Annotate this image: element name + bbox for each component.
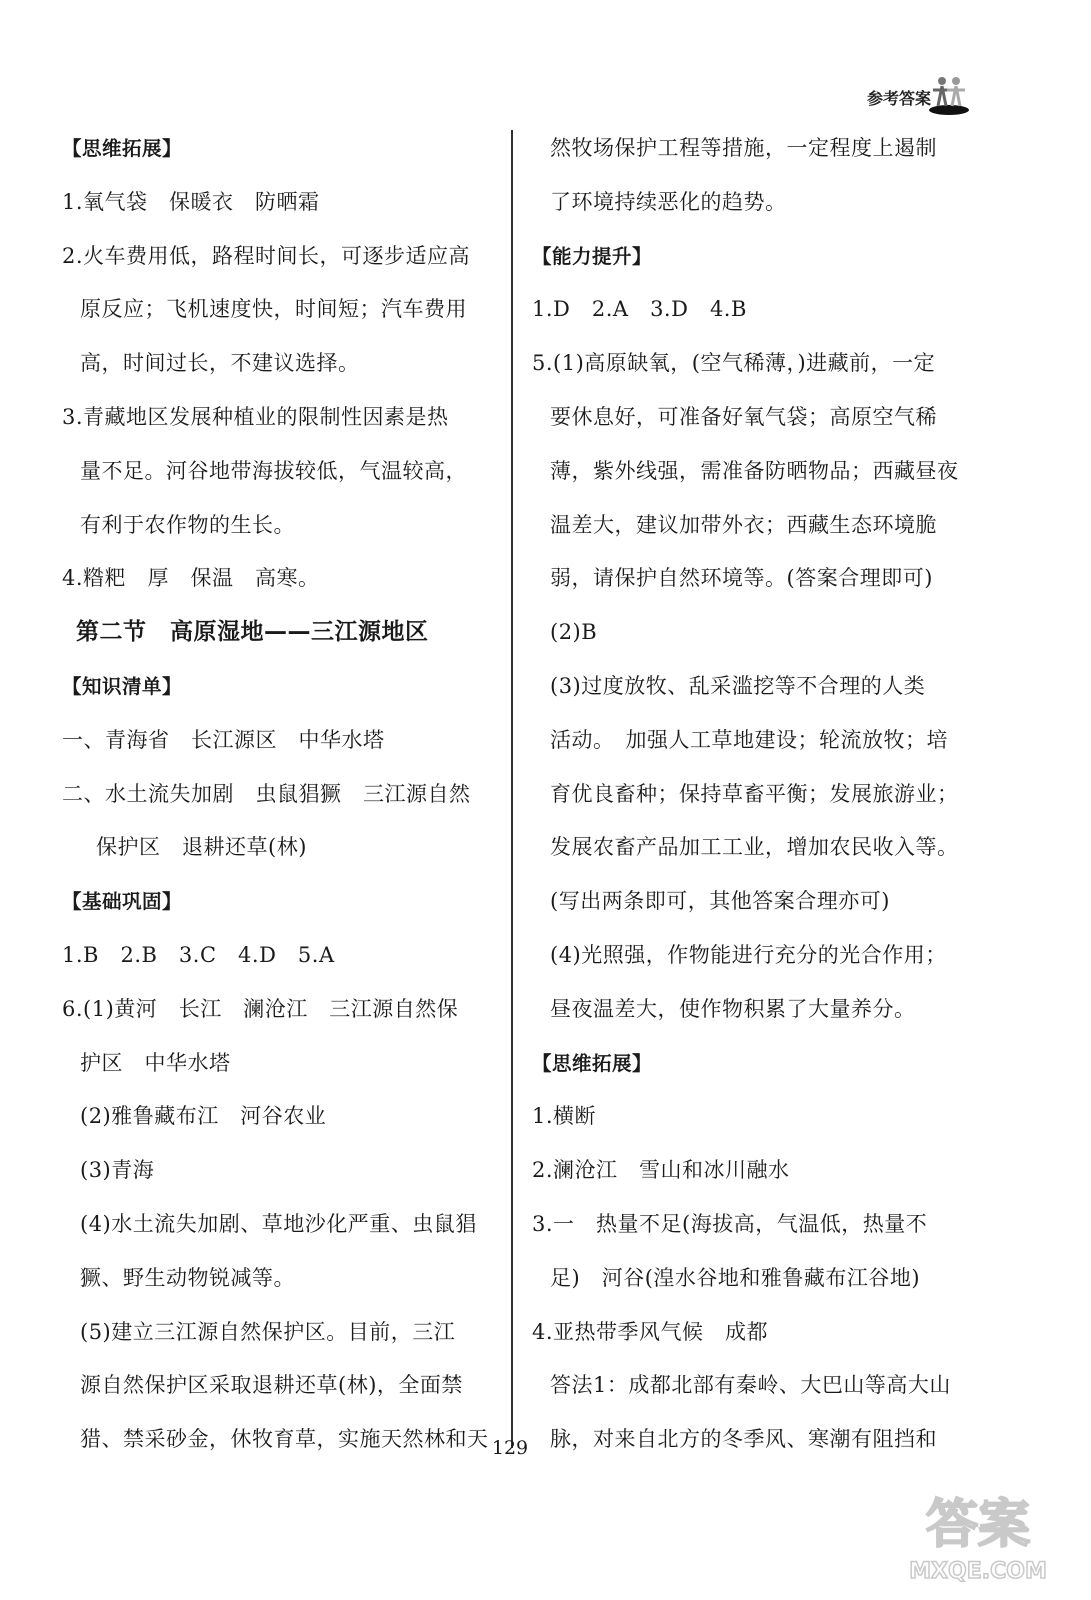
text-line: (5)建立三江源自然保护区。目前，三江 [80, 1319, 456, 1344]
text-line: 有利于农作物的生长。 [80, 512, 295, 537]
text-line: 薄，紫外线强，需准备防晒物品；西藏昼夜 [550, 458, 959, 483]
figures-logo-icon [927, 72, 971, 116]
text-line: (3)青海 [80, 1158, 155, 1183]
section-label: 【知识清单】 [62, 674, 183, 698]
page-number: 129 [491, 1437, 529, 1459]
text-line: (3)过度放牧、乱采滥挖等不合理的人类 [550, 673, 926, 698]
left-column [62, 122, 492, 1467]
text-line: (2)B [550, 620, 598, 645]
right-column [532, 122, 962, 1467]
text-line: 育优良畜种；保持草畜平衡；发展旅游业； [550, 781, 959, 806]
text-line: 量不足。河谷地带海拔较低，气温较高， [80, 458, 467, 483]
text-line: 脉，对来自北方的冬季风、寒潮有阻挡和 [550, 1427, 937, 1452]
text-line: 足) 河谷(湟水谷地和雅鲁藏布江谷地) [550, 1265, 921, 1290]
column-divider [511, 130, 513, 1448]
text-line: 然牧场保护工程等措施，一定程度上遏制 [550, 136, 937, 160]
text-line: 温差大，建议加带外衣；西藏生态环境脆 [550, 512, 937, 537]
text-line: 昼夜温差大，使作物积累了大量养分。 [550, 996, 916, 1021]
text-line: 1.横断 [532, 1104, 597, 1129]
text-line: 2.火车费用低，路程时间长，可逐步适应高 [62, 243, 471, 268]
text-line: (写出两条即可，其他答案合理亦可) [550, 889, 890, 914]
section-label: 【思维拓展】 [62, 137, 183, 160]
text-line: 发展农畜产品加工工业，增加农民收入等。 [550, 835, 959, 860]
text-line: (4)水土流失加剧、草地沙化严重、虫鼠猖 [80, 1211, 477, 1236]
text-line: 保护区 退耕还草(林) [96, 835, 307, 860]
text-line: 4.亚热带季风气候 成都 [532, 1319, 769, 1344]
text-line: 猎、禁采砂金，休牧育草，实施天然林和天 [80, 1427, 489, 1452]
text-line: 一、青海省 长江源区 中华水塔 [62, 727, 385, 752]
svg-text:MXQE.COM: MXQE.COM [909, 1559, 1047, 1584]
text-line: 了环境持续恶化的趋势。 [550, 189, 787, 214]
section-label: 【能力提升】 [532, 244, 653, 268]
svg-text:答案: 答案 [925, 1495, 1031, 1555]
text-line: (4)光照强，作物能进行充分的光合作用； [550, 942, 947, 967]
text-line: 1.氧气袋 保暖衣 防晒霜 [62, 189, 320, 214]
text-line: 高，时间过长，不建议选择。 [80, 351, 360, 376]
text-line: 3.一 热量不足(海拔高，气温低，热量不 [532, 1211, 928, 1236]
text-line: 4.糌粑 厚 保温 高寒。 [62, 566, 320, 591]
section-title: 第二节 高原湿地——三江源地区 [76, 619, 429, 646]
text-line: 1.B 2.B 3.C 4.D 5.A [62, 942, 335, 967]
text-line: 1.D 2.A 3.D 4.B [532, 297, 747, 322]
text-line: 3.青藏地区发展种植业的限制性因素是热 [62, 404, 449, 429]
section-label: 【思维拓展】 [532, 1051, 653, 1075]
text-line: 答法1：成都北部有秦岭、大巴山等高大山 [550, 1373, 951, 1398]
text-line: 护区 中华水塔 [80, 1050, 231, 1075]
text-line: (2)雅鲁藏布江 河谷农业 [80, 1104, 327, 1129]
text-line: 源自然保护区采取退耕还草(林)，全面禁 [80, 1373, 463, 1398]
watermark-logo-icon [893, 1480, 1063, 1590]
text-line: 二、水土流失加剧 虫鼠猖獗 三江源自然 [62, 781, 471, 806]
text-line: 活动。 加强人工草地建设；轮流放牧；培 [550, 727, 948, 752]
text-line: 要休息好，可准备好氧气袋；高原空气稀 [550, 404, 937, 429]
running-header: 参考答案 [866, 89, 931, 108]
text-line: 原反应；飞机速度快，时间短；汽车费用 [80, 297, 467, 322]
section-label: 【基础巩固】 [62, 890, 183, 914]
text-line: 弱，请保护自然环境等。(答案合理即可) [550, 566, 933, 591]
text-line: 獗、野生动物锐减等。 [80, 1265, 295, 1290]
text-line: 5.(1)高原缺氧，(空气稀薄，)进藏前，一定 [532, 351, 936, 376]
text-line: 6.(1)黄河 长江 澜沧江 三江源自然保 [62, 996, 459, 1021]
text-line: 2.澜沧江 雪山和冰川融水 [532, 1158, 790, 1183]
